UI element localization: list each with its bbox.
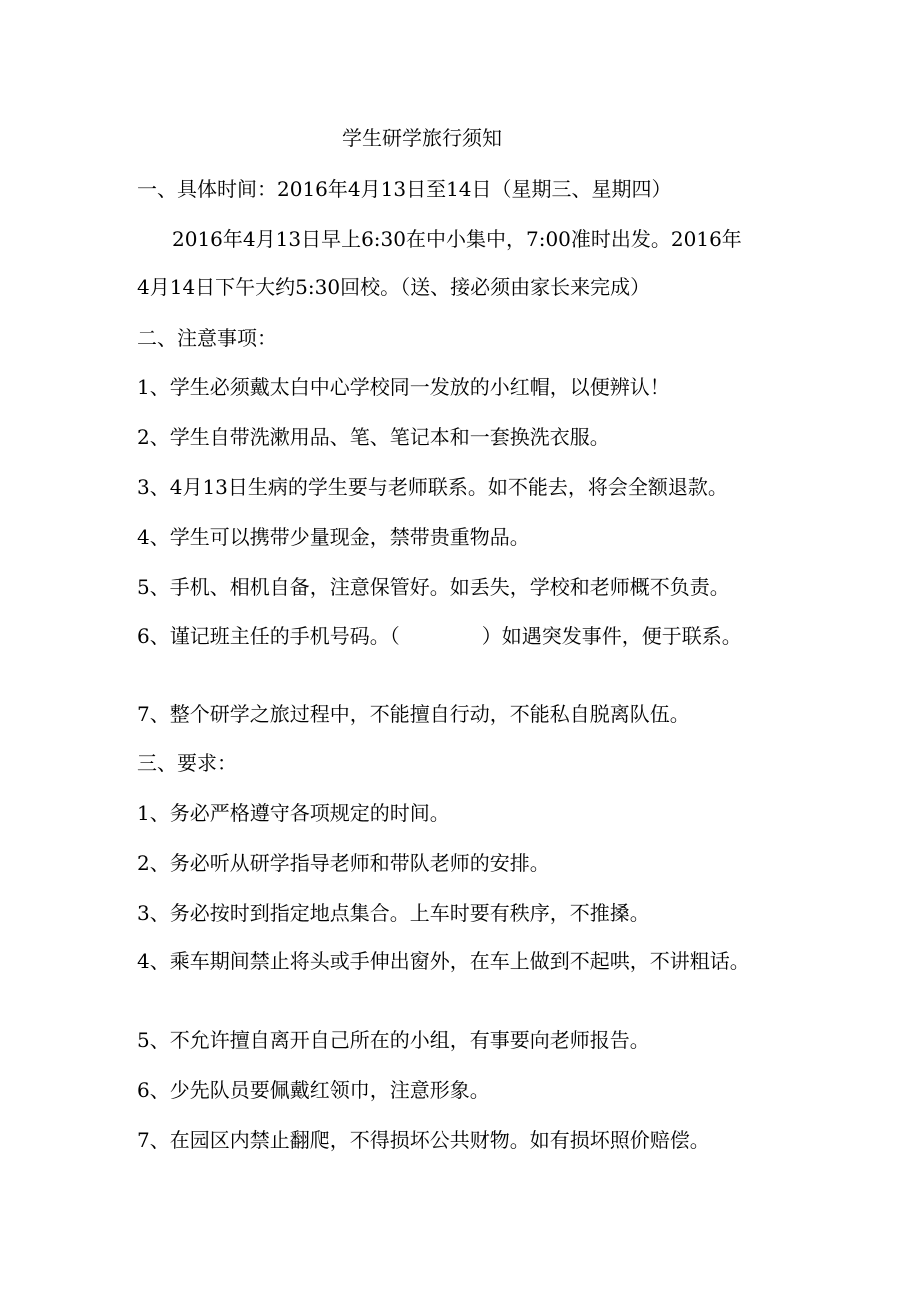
notice-item-6-part2: ）如遇突发事件，便于联系。 [481,624,742,648]
notice-item-6-part1: 6、谨记班主任的手机号码。（ [137,624,400,648]
requirement-item: 3、务必按时到指定地点集合。上车时要有秩序，不推搡。 [137,901,650,925]
section1-para-line2: 4月14日下午大约5:30回校。（送、接必须由家长来完成） [137,275,651,299]
requirement-item: 7、在园区内禁止翻爬，不得损坏公共财物。如有损坏照价赔偿。 [137,1128,710,1152]
notice-item: 1、学生必须戴太白中心学校同一发放的小红帽，以便辨认！ [137,375,670,399]
document-title-text: 学生研学旅行须知 [342,126,502,150]
notice-item: 4、学生可以携带少量现金，禁带贵重物品。 [137,525,530,549]
notice-item: 2、学生自带洗漱用品、笔、笔记本和一套换洗衣服。 [137,425,610,449]
requirement-item: 1、务必严格遵守各项规定的时间。 [137,801,450,825]
notice-item: 5、手机、相机自备，注意保管好。如丢失，学校和老师概不负责。 [137,575,730,599]
requirement-item: 5、不允许擅自离开自己所在的小组，有事要向老师报告。 [137,1028,650,1052]
section2-heading: 二、注意事项： [137,326,277,350]
requirement-item: 6、少先队员要佩戴红领巾，注意形象。 [137,1078,490,1102]
notice-item: 7、整个研学之旅过程中，不能擅自行动，不能私自脱离队伍。 [137,702,690,726]
notice-item: 3、4月13日生病的学生要与老师联系。如不能去，将会全额退款。 [137,475,728,499]
section3-heading: 三、要求： [137,751,237,775]
section1-heading: 一、具体时间：2016年4月13日至14日（星期三、星期四） [137,177,672,201]
section1-para-line1: 2016年4月13日早上6:30在中小集中，7:00准时出发。2016年 [172,227,742,251]
document-title [0,125,920,151]
requirement-item: 2、务必听从研学指导老师和带队老师的安排。 [137,851,550,875]
requirement-item: 4、乘车期间禁止将头或手伸出窗外，在车上做到不起哄，不讲粗话。 [137,949,750,973]
notice-item-6 [137,621,777,652]
